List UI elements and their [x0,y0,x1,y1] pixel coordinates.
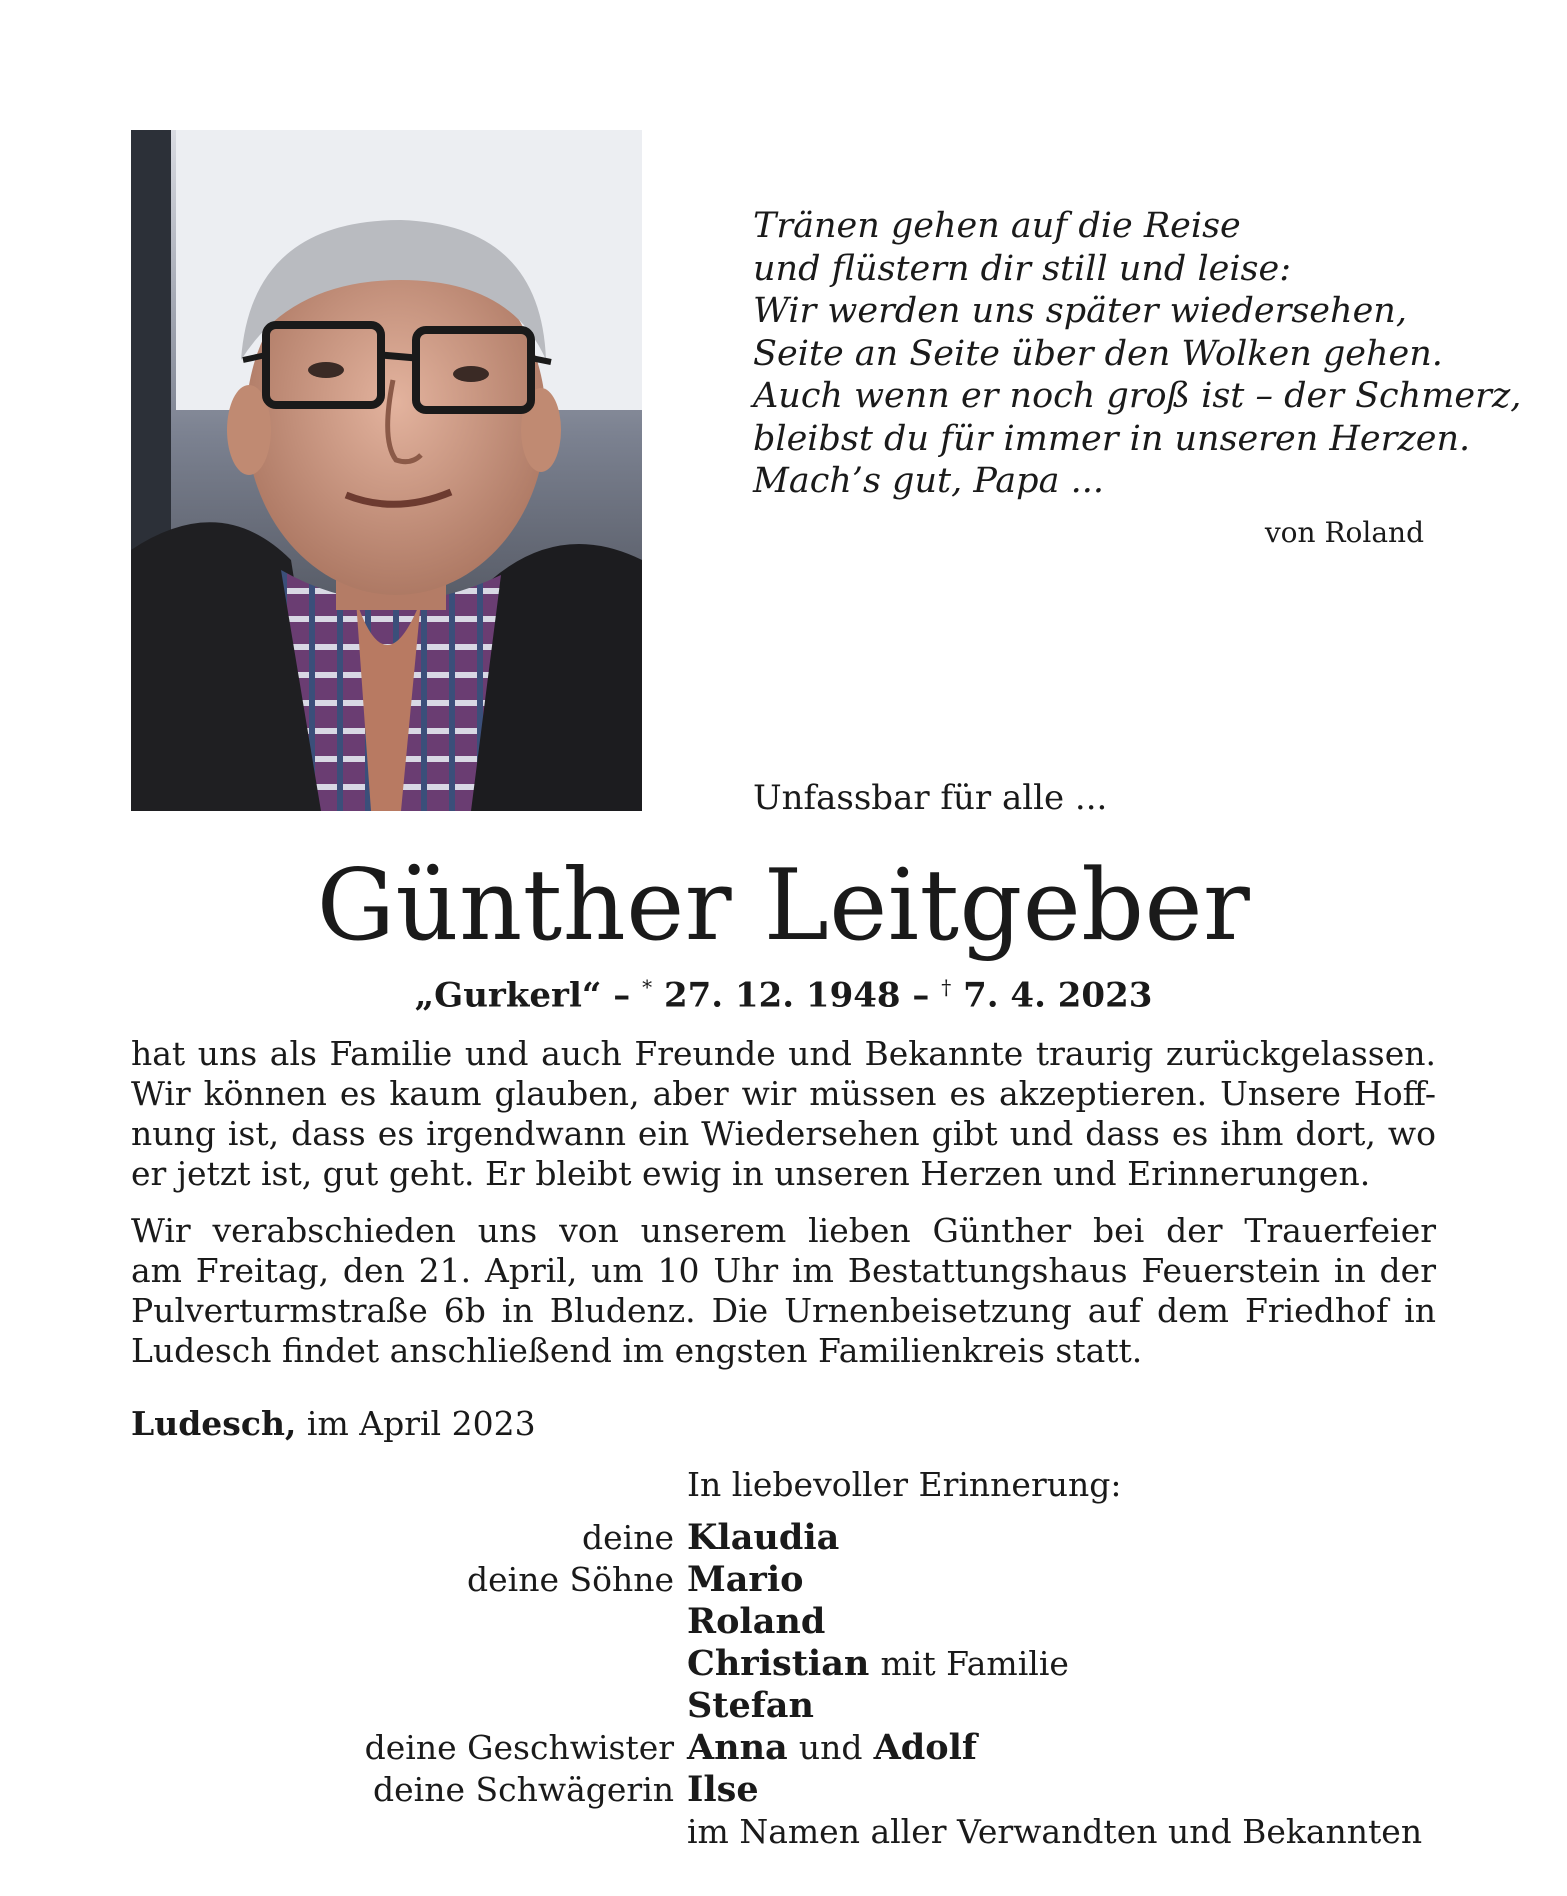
family-member: Adolf [873,1727,977,1768]
paragraph-line: am Freitag, den 21. April, um 10 Uhr im Bestattungshaus Feuerstein in der [131,1251,1436,1290]
separator: – [613,975,631,1016]
family-member: Anna [687,1727,788,1768]
family-relation: deine Geschwister [364,1728,674,1767]
family-name [687,1769,759,1811]
family-name [687,1643,1069,1685]
family-member: Ilse [687,1769,759,1810]
family-name [687,1559,804,1601]
family-name [687,1685,814,1727]
family-relation: deine [582,1518,674,1557]
place-date [131,1404,536,1443]
place-town: Ludesch, [131,1404,297,1443]
family-row [0,1811,1567,1853]
family-name [687,1517,839,1559]
family-member: Christian [687,1643,870,1684]
paragraph-line: er jetzt ist, gut geht. Er bleibt ewig in unseren Herzen und Erinnerungen. [131,1154,1371,1193]
poem-line: Tränen gehen auf die Reise [753,206,1241,246]
paragraph-line: hat uns als Familie und auch Freunde und Bekannte traurig zurückgelassen. [131,1034,1436,1073]
poem-line: Seite an Seite über den Wolken gehen. [753,333,1443,374]
family-member: Roland [687,1601,826,1642]
family-name [687,1727,977,1769]
family-member: Mario [687,1559,804,1600]
family-suffix: und [798,1728,863,1767]
nickname: „Gurkerl“ [414,975,602,1016]
paragraph-line: Pulverturmstraße 6b in Bludenz. Die Urnenbeisetzung auf dem Friedhof in [131,1291,1436,1330]
paragraph-ceremony [131,1211,1436,1371]
poem-line: bleibst du für immer in unseren Herzen. [753,418,1471,459]
family-relation: deine Schwägerin [373,1770,674,1809]
family-member: Stefan [687,1685,814,1726]
paragraph-line: Wir können es kaum glauben, aber wir müssen es akzeptieren. Unsere Hoff- [131,1074,1436,1113]
family-row [0,1643,1567,1685]
poem-line: und flüstern dir still und leise: [753,248,1292,289]
memory-heading: In liebevoller Erinnerung: [687,1465,1122,1504]
poem-author: von Roland [1264,516,1424,549]
family-suffix: mit Familie [880,1644,1069,1683]
family-name [687,1601,825,1643]
paragraph-message [131,1034,1436,1194]
poem [753,205,1522,503]
family-row [0,1517,1567,1559]
death-date: 7. 4. 2023 [963,975,1153,1016]
poem-line: Wir werden uns später wiedersehen, [753,291,1407,331]
portrait-photo [131,130,642,811]
closing-text: im Namen aller Verwandten und Bekannten [687,1812,1423,1851]
family-row [0,1685,1567,1727]
family-list [0,1517,1567,1853]
poem-line: Auch wenn er noch groß ist – der Schmerz, [753,376,1522,416]
deceased-name: Günther Leitgeber [316,849,1251,963]
paragraph-line: Wir verabschieden uns von unserem lieben Günther bei der Trauerfeier [131,1211,1436,1250]
poem-line: Mach’s gut, Papa ... [753,461,1104,501]
paragraph-line: Ludesch findet anschließend im engsten Familienkreis statt. [131,1331,1143,1370]
family-row [0,1727,1567,1769]
place-date-text: im April 2023 [306,1404,536,1443]
family-member: Klaudia [687,1517,840,1558]
death-symbol: † [941,975,952,999]
family-row [0,1769,1567,1811]
family-row [0,1559,1567,1601]
family-row [0,1601,1567,1643]
separator: – [912,975,930,1016]
paragraph-line: nung ist, dass es irgendwann ein Wiedersehen gibt und dass es ihm dort, wo [131,1114,1436,1153]
life-dates [0,975,1567,1015]
intro-text: Unfassbar für alle ... [753,778,1108,818]
portrait-image [131,130,642,811]
family-relation: deine Söhne [467,1560,674,1599]
birth-symbol: * [642,975,653,999]
birth-date: 27. 12. 1948 [663,975,901,1016]
